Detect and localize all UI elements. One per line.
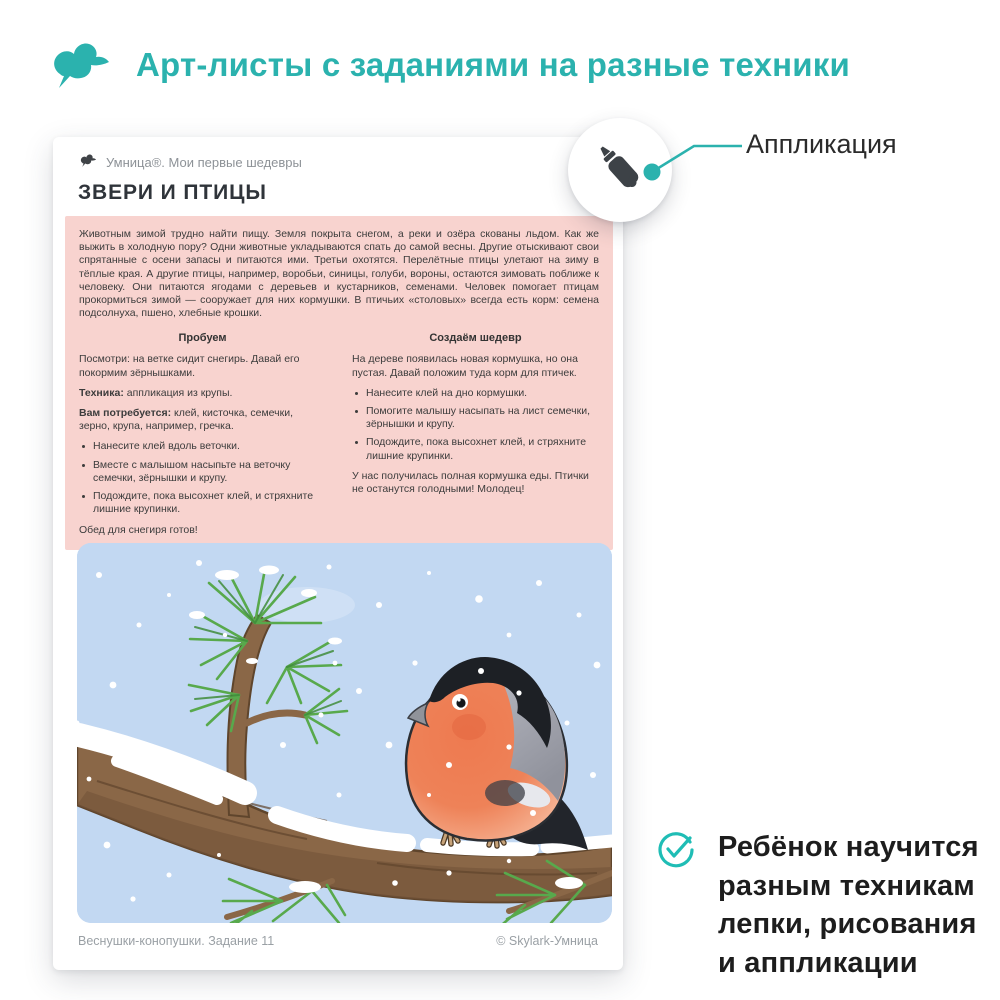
materials-value: клей, кисточка, семечки, зерно, крупа, например, гречка. [79,407,293,433]
worksheet-footer-right: © Skylark-Умница [496,934,598,948]
glue-bottle-icon [591,139,649,202]
step-text: Нанесите клей на дно кормушки. [366,386,528,399]
benefit-line: и аппликации [718,946,918,979]
section-create-intro: На дереве появилась новая кормушка, но она пустая. Давай положим туда корм для птичек. [352,353,578,379]
section-try [79,332,326,537]
worksheet-footer [78,934,598,948]
technique-value: аппликация из крупы. [123,386,233,399]
list-item [79,490,326,516]
section-try-heading: Пробуем [178,331,227,344]
callout-connector [642,132,746,184]
list-item [352,387,599,400]
technique-line [79,387,326,400]
step-text: Нанесите клей вдоль веточки. [93,440,240,453]
bullet-dot [355,441,358,444]
bird-cheek [452,714,486,740]
bullet-dot [82,495,85,498]
step-text: Подождите, пока высохнет клей, и стряхните лишние крупинки. [366,436,587,462]
materials-label: Вам потребуется: [79,407,172,420]
list-item [352,436,599,462]
page-title: Арт-листы с заданиями на разные техники [136,46,850,83]
worksheet-footer-left: Веснушки-конопушки. Задание 11 [78,934,275,948]
worksheet-brand-row [78,153,598,171]
intro-paragraph: Животным зимой трудно найти пищу. Земля покрыта снегом, а реки и озёра скованы льдом. Как же выжить в холодную пору? Одни животные укладываются спать до самой весны. Другие отыскивают свои спрятанные с осени запасы и питаются ими. Третьи охотятся. Перелётные птицы улетают на зиму в тёплые края. А другие птицы, например, воробьи, синицы, голуби, вороны, остаются зимовать поближе к человеку. Они питаются ягодами с деревьев и кустарников, семенами. Человек помогает птицам прокормиться зимой — сооружает для них кормушки. В птичьих «столовых» всегда есть корм: семена подсолнуха, пшено, хлебные крошки. [79,228,599,320]
worksheet-card [53,137,623,970]
bird-icon [46,38,110,92]
bird-wing-shadow [485,780,525,806]
section-create-outro: У нас получилась полная кормушка еды. Птички не останутся голодными! Молодец! [352,469,589,496]
winter-scene [77,543,612,923]
step-text: Подождите, пока высохнет клей, и стряхните лишние крупинки. [93,490,314,516]
bird-icon-small [78,153,97,171]
page-header [46,38,850,92]
bullet-dot [82,445,85,448]
section-try-intro: Посмотри: на ветке сидит снегирь. Давай его покормим зёрнышками. [79,353,300,379]
instructions-panel [65,216,613,550]
technique-label-callout: Аппликация [746,129,897,159]
benefit-line: лепки, рисования [718,908,977,941]
worksheet-brand-text: Умница®. Мои первые шедевры [106,154,302,170]
try-steps-list [79,440,326,516]
benefit-note [654,828,979,982]
check-circle-icon [654,828,698,877]
list-item [79,459,326,485]
bullet-dot [82,464,85,467]
materials-line [79,407,326,433]
section-create-heading: Создаём шедевр [429,331,522,344]
bullfinch-illustration [77,543,612,923]
list-item [79,440,326,453]
create-steps-list [352,387,599,463]
benefit-line: Ребёнок научится [718,831,979,863]
technique-label: Техника: [79,386,124,399]
step-text: Помогите малышу насыпать на лист семечки, зёрнышки и крупу. [366,405,591,431]
section-try-outro: Обед для снегиря готов! [79,523,198,536]
section-create [352,332,599,537]
bullet-dot [355,410,358,413]
benefit-text [718,828,979,982]
step-text: Вместе с малышом насыпьте на веточку семечки, зёрнышки и крупу. [93,458,291,484]
bullet-dot [355,392,358,395]
worksheet-title: ЗВЕРИ И ПТИЦЫ [78,181,267,204]
list-item [352,405,599,431]
benefit-line: разным техникам [718,869,975,902]
